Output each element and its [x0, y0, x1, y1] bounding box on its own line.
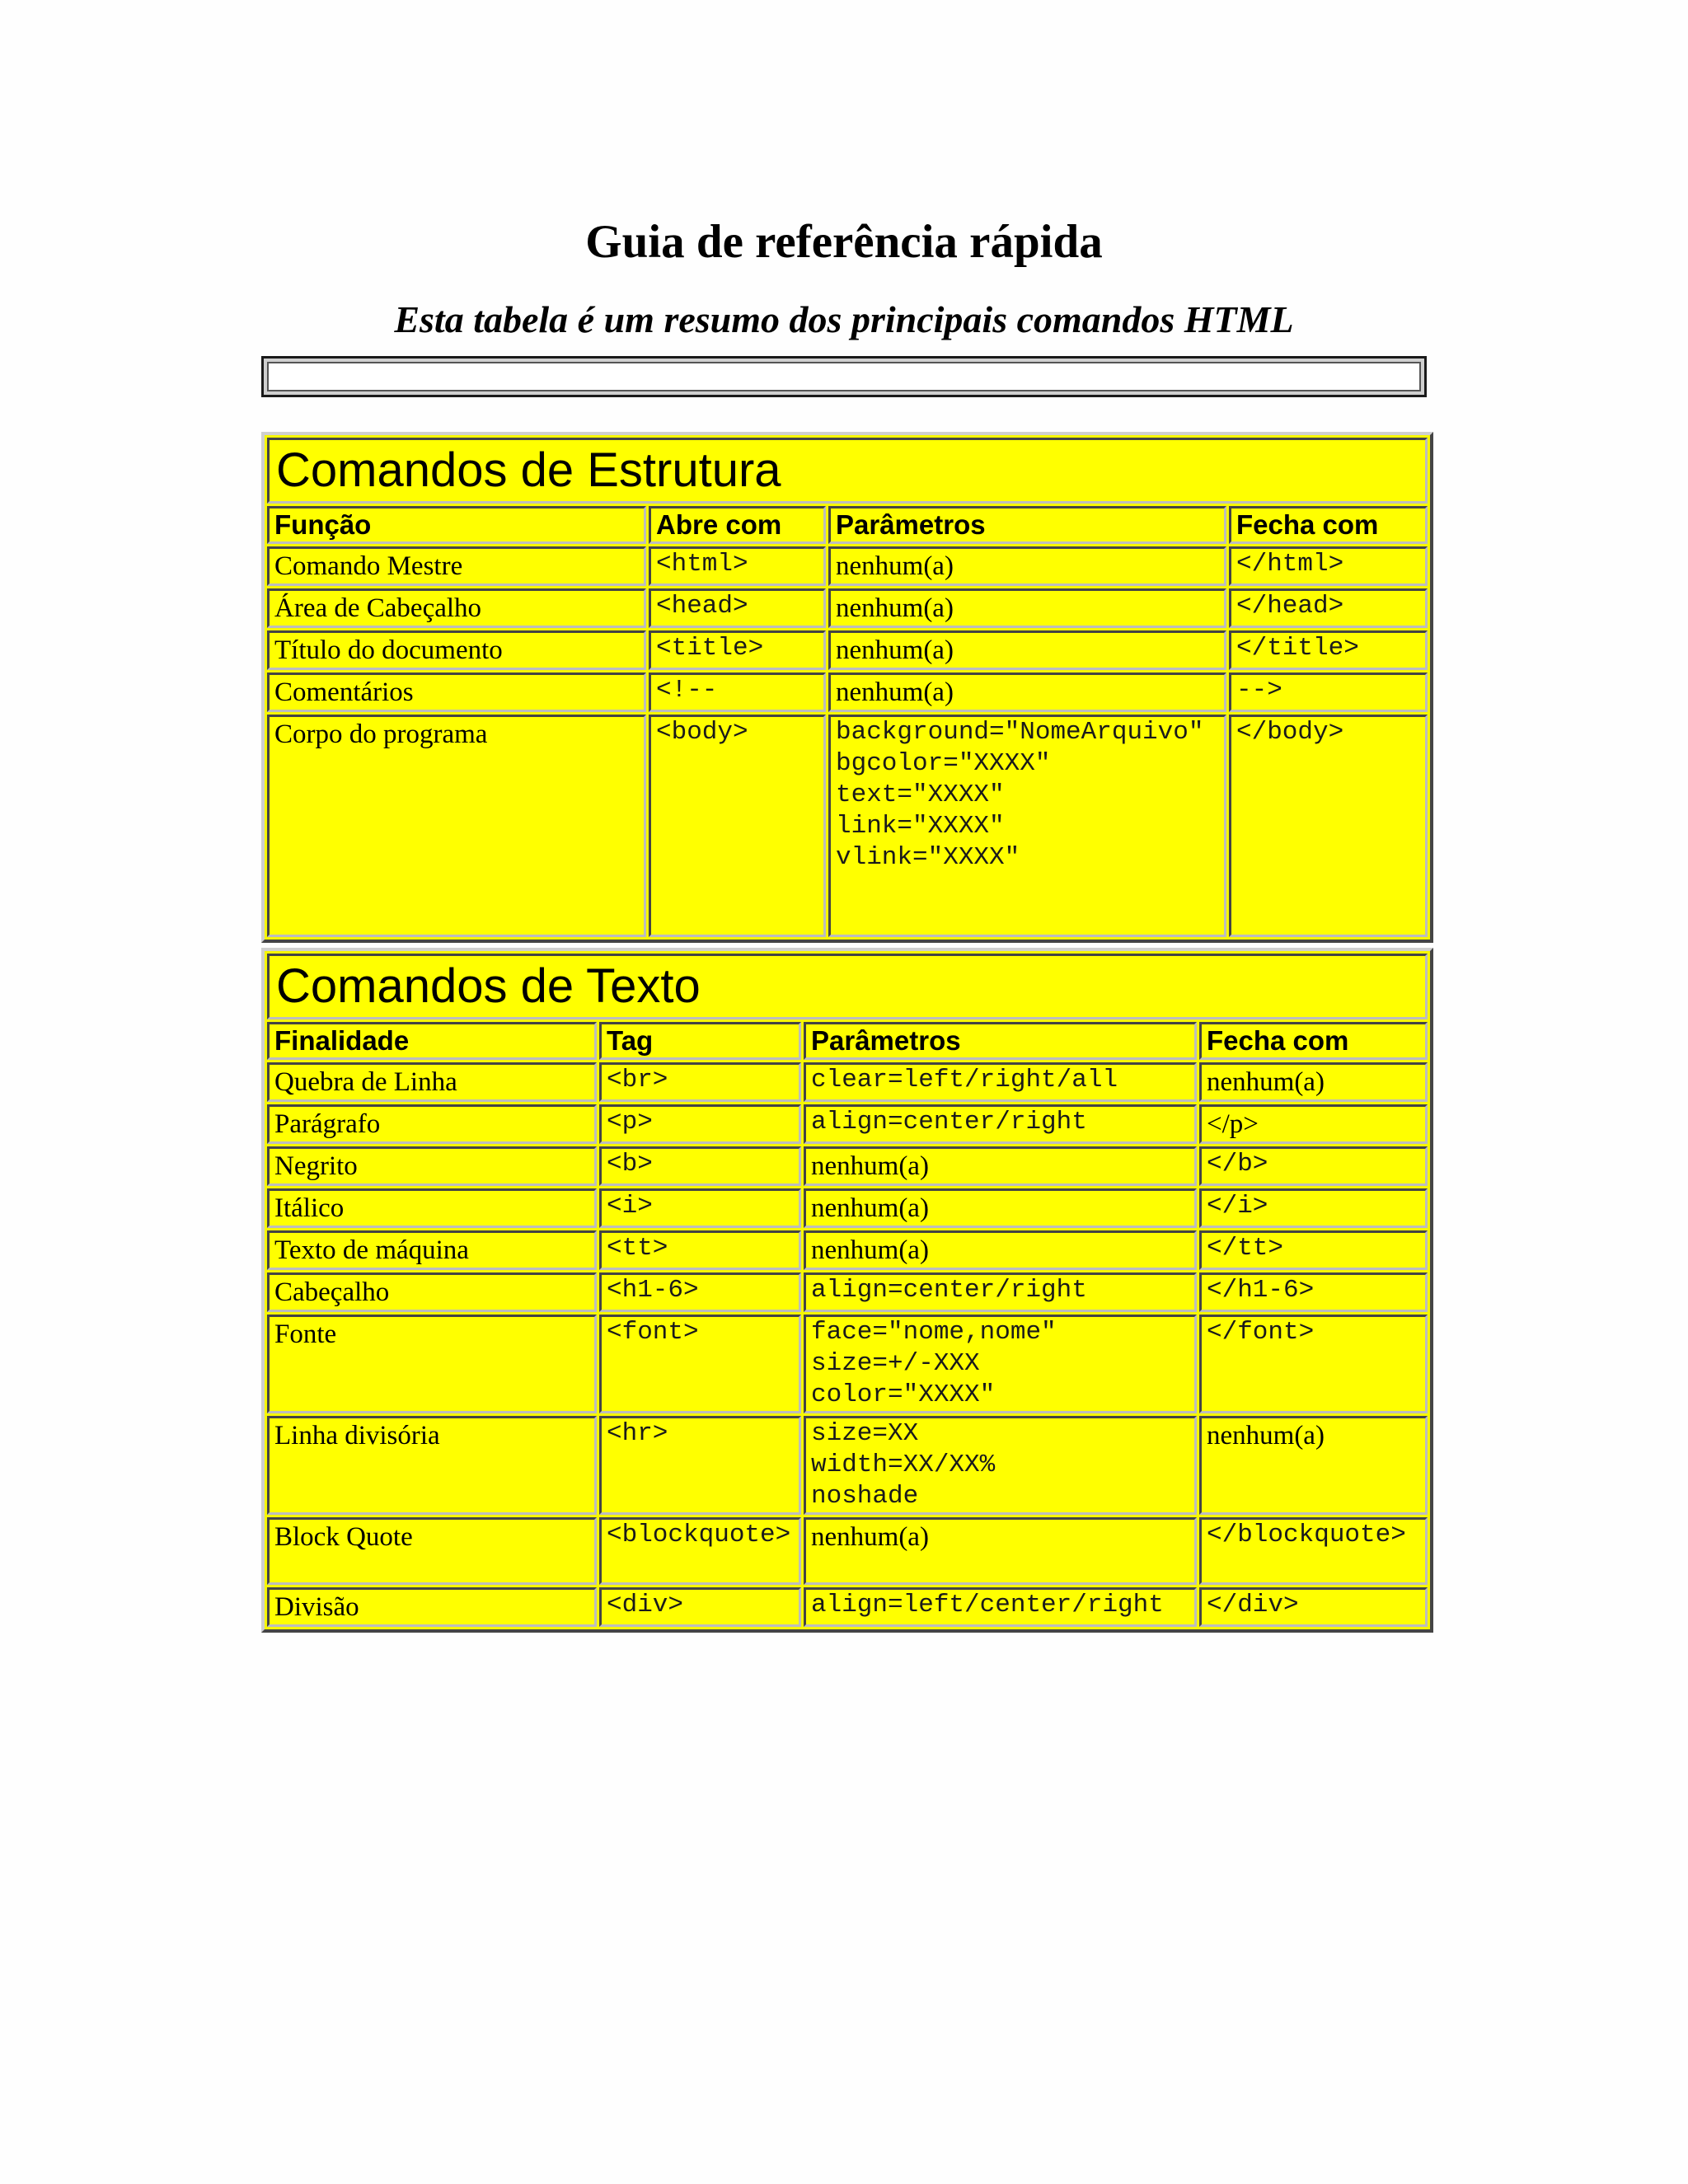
- cell-fecha-com: </i>: [1199, 1188, 1428, 1228]
- cell-fecha-com: </title>: [1229, 630, 1428, 670]
- cell-tag: <h1-6>: [599, 1272, 801, 1312]
- header-fecha-com: Fecha com: [1229, 506, 1428, 544]
- table-row: [267, 1146, 1428, 1186]
- cell-finalidade: Fonte: [267, 1315, 597, 1413]
- cell-parametros: [828, 546, 1226, 586]
- page-subtitle: Esta tabela é um resumo dos principais comandos HTML: [394, 298, 1294, 340]
- cell-abre-com: <html>: [649, 546, 826, 586]
- table-row: [267, 546, 1428, 586]
- cell-abre-com: <head>: [649, 588, 826, 628]
- cell-tag: <br>: [599, 1062, 801, 1102]
- cell-parametros: [804, 1517, 1197, 1585]
- param-line: size=+/-XXX: [811, 1349, 980, 1378]
- cell-funcao: Comentários: [267, 673, 646, 712]
- cell-fecha-com: </b>: [1199, 1146, 1428, 1186]
- cell-finalidade: Parágrafo: [267, 1104, 597, 1144]
- header-tag: Tag: [599, 1022, 801, 1060]
- estrutura-caption: Comandos de Estrutura: [267, 438, 1428, 504]
- header-parametros: Parâmetros: [804, 1022, 1197, 1060]
- texto-caption: Comandos de Texto: [267, 954, 1428, 1019]
- cell-tag: <hr>: [599, 1416, 801, 1515]
- cell-fecha-com: </tt>: [1199, 1230, 1428, 1270]
- cell-fecha-com: </p>: [1199, 1104, 1428, 1144]
- param-line: text="XXXX": [836, 780, 1005, 809]
- cell-tag: <blockquote>: [599, 1517, 801, 1585]
- param-line: color="XXXX": [811, 1380, 996, 1409]
- param-line: bgcolor="XXXX": [836, 749, 1051, 778]
- cell-tag: <tt>: [599, 1230, 801, 1270]
- header-parametros: Parâmetros: [828, 506, 1226, 544]
- table-row: [267, 630, 1428, 670]
- cell-finalidade: Negrito: [267, 1146, 597, 1186]
- param-line: nenhum(a): [836, 593, 954, 623]
- param-line: align=center/right: [811, 1276, 1087, 1305]
- param-line: noshade: [811, 1482, 919, 1511]
- cell-finalidade: Itálico: [267, 1188, 597, 1228]
- cell-parametros: [804, 1416, 1197, 1515]
- cell-parametros: [828, 630, 1226, 670]
- header-fecha-com: Fecha com: [1199, 1022, 1428, 1060]
- empty-bordered-box: [261, 356, 1427, 397]
- cell-tag: <div>: [599, 1587, 801, 1627]
- cell-parametros: [828, 715, 1226, 937]
- cell-parametros: [804, 1587, 1197, 1627]
- param-line: size=XX: [811, 1419, 919, 1448]
- cell-finalidade: Texto de máquina: [267, 1230, 597, 1270]
- cell-parametros: [804, 1104, 1197, 1144]
- cell-parametros: [828, 673, 1226, 712]
- page-title: Guia de referência rápida: [585, 216, 1103, 268]
- table-row: [267, 1104, 1428, 1144]
- param-line: background="NomeArquivo": [836, 718, 1204, 747]
- cell-tag: <i>: [599, 1188, 801, 1228]
- cell-abre-com: <!--: [649, 673, 826, 712]
- table-row: [267, 1272, 1428, 1312]
- cell-parametros: [804, 1188, 1197, 1228]
- table-row: [267, 1230, 1428, 1270]
- param-line: nenhum(a): [811, 1522, 929, 1552]
- cell-parametros: [804, 1315, 1197, 1413]
- table-row: [267, 1188, 1428, 1228]
- cell-fecha-com: </blockquote>: [1199, 1517, 1428, 1585]
- param-line: nenhum(a): [836, 677, 954, 707]
- table-row: [267, 588, 1428, 628]
- cell-fecha-com: </html>: [1229, 546, 1428, 586]
- table-row: [267, 1587, 1428, 1627]
- table-row: [267, 1315, 1428, 1413]
- cell-fecha-com: </h1-6>: [1199, 1272, 1428, 1312]
- param-line: face="nome,nome": [811, 1318, 1057, 1347]
- param-line: align=center/right: [811, 1108, 1087, 1137]
- cell-fecha-com: </body>: [1229, 715, 1428, 937]
- cell-parametros: [804, 1230, 1197, 1270]
- cell-fecha-com: </font>: [1199, 1315, 1428, 1413]
- param-line: width=XX/XX%: [811, 1451, 996, 1479]
- texto-table: [261, 948, 1433, 1633]
- param-line: nenhum(a): [811, 1193, 929, 1223]
- table-row: [267, 1517, 1428, 1585]
- texto-rows: [267, 1062, 1428, 1627]
- cell-funcao: Comando Mestre: [267, 546, 646, 586]
- param-line: align=left/center/right: [811, 1591, 1164, 1619]
- estrutura-rows: [267, 546, 1428, 937]
- cell-fecha-com: nenhum(a): [1199, 1416, 1428, 1515]
- cell-fecha-com: </div>: [1199, 1587, 1428, 1627]
- param-line: nenhum(a): [811, 1151, 929, 1181]
- cell-funcao: Área de Cabeçalho: [267, 588, 646, 628]
- cell-parametros: [828, 588, 1226, 628]
- table-row: [267, 1062, 1428, 1102]
- cell-finalidade: Divisão: [267, 1587, 597, 1627]
- param-line: vlink="XXXX": [836, 843, 1020, 872]
- header-finalidade: Finalidade: [267, 1022, 597, 1060]
- cell-funcao: Título do documento: [267, 630, 646, 670]
- cell-finalidade: Block Quote: [267, 1517, 597, 1585]
- table-row: [267, 1416, 1428, 1515]
- estrutura-table: [261, 432, 1433, 943]
- cell-abre-com: <body>: [649, 715, 826, 937]
- cell-parametros: [804, 1062, 1197, 1102]
- cell-tag: <p>: [599, 1104, 801, 1144]
- cell-tag: <b>: [599, 1146, 801, 1186]
- cell-tag: <font>: [599, 1315, 801, 1413]
- header-abre-com: Abre com: [649, 506, 826, 544]
- table-row: [267, 673, 1428, 712]
- param-line: clear=left/right/all: [811, 1066, 1118, 1094]
- cell-parametros: [804, 1146, 1197, 1186]
- param-line: nenhum(a): [836, 635, 954, 665]
- cell-fecha-com: </head>: [1229, 588, 1428, 628]
- cell-finalidade: Quebra de Linha: [267, 1062, 597, 1102]
- table-row: [267, 715, 1428, 937]
- cell-funcao: Corpo do programa: [267, 715, 646, 937]
- cell-abre-com: <title>: [649, 630, 826, 670]
- param-line: nenhum(a): [811, 1235, 929, 1265]
- param-line: link="XXXX": [836, 812, 1005, 841]
- cell-fecha-com: nenhum(a): [1199, 1062, 1428, 1102]
- cell-finalidade: Cabeçalho: [267, 1272, 597, 1312]
- cell-finalidade: Linha divisória: [267, 1416, 597, 1515]
- cell-parametros: [804, 1272, 1197, 1312]
- cell-fecha-com: -->: [1229, 673, 1428, 712]
- header-funcao: Função: [267, 506, 646, 544]
- param-line: nenhum(a): [836, 551, 954, 581]
